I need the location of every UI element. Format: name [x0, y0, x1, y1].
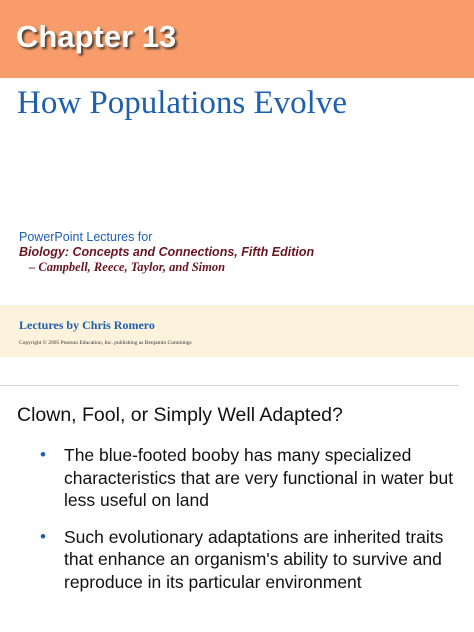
slide-title: How Populations Evolve — [17, 85, 347, 121]
bullet-item — [0, 526, 474, 594]
bullet-list — [0, 444, 474, 593]
bullet-marker: • — [40, 526, 46, 546]
lecturer-credit: Lectures by Chris Romero — [19, 318, 155, 332]
lectures-label: PowerPoint Lectures for — [19, 230, 153, 244]
course-info — [19, 230, 314, 275]
book-authors: – Campbell, Reece, Taylor, and Simon — [29, 260, 226, 274]
chapter-banner — [0, 0, 474, 78]
bullet-text: The blue-footed booby has many specialized characteristics that are very functional in water but less useful on land — [64, 445, 454, 510]
chapter-label: Chapter 13 — [16, 19, 177, 54]
slide2-heading: Clown, Fool, or Simply Well Adapted? — [17, 404, 343, 426]
bullet-item — [0, 444, 474, 512]
copyright-notice: Copyright © 2005 Pearson Education, Inc. publishing as Benjamin Cummings — [19, 340, 192, 346]
bullet-marker: • — [40, 445, 46, 464]
slide-divider — [0, 385, 458, 386]
book-title: Biology: Concepts and Connections, Fifth Edition — [19, 245, 315, 259]
bullet-text: Such evolutionary adaptations are inherited traits that enhance an organism's ability to survive and reproduce in its particular environment — [64, 526, 444, 592]
